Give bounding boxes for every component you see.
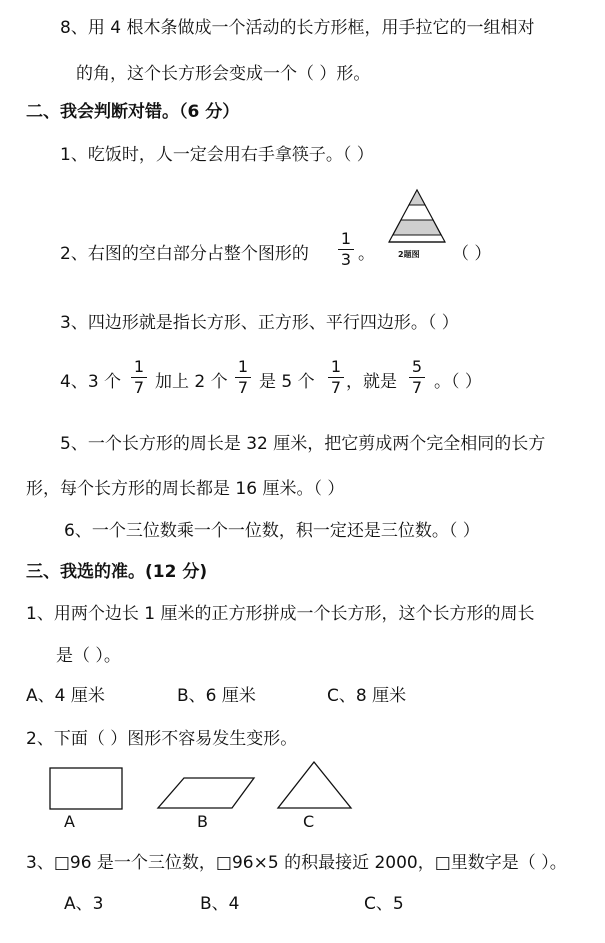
s2-q4-part5: 。（ ） bbox=[434, 372, 482, 392]
s3-q3-option-c: C、5 bbox=[364, 894, 404, 914]
s3-q3-text: 3、□96 是一个三位数，□96×5 的积最接近 2000，□里数字是（ ）。 bbox=[26, 853, 567, 873]
frac-numerator: 1 bbox=[133, 357, 145, 376]
triangle-shape bbox=[278, 762, 351, 808]
frac-denominator: 7 bbox=[330, 378, 342, 397]
s3-q3-option-a: A、3 bbox=[64, 894, 104, 914]
s2-q2-text: 2、右图的空白部分占整个图形的 bbox=[60, 244, 309, 264]
s3-q2-text: 2、下面（ ）图形不容易发生变形。 bbox=[26, 729, 298, 749]
frac-numerator: 1 bbox=[237, 357, 249, 376]
s3-q1-line1: 1、用两个边长 1 厘米的正方形拼成一个长方形，这个长方形的周长 bbox=[26, 604, 535, 624]
s2-q1: 1、吃饭时，人一定会用右手拿筷子。（ ） bbox=[60, 145, 374, 165]
s3-q1-line2: 是（ ）。 bbox=[56, 646, 121, 666]
s3-q2-shapes bbox=[48, 760, 378, 810]
shape-label-c: C bbox=[303, 812, 315, 831]
s2-q4-part4: ，就是 bbox=[346, 372, 397, 392]
frac-numerator: 5 bbox=[411, 357, 423, 376]
q8-line1: 8、用 4 根木条做成一个活动的长方形框，用手拉它的一组相对 bbox=[60, 18, 535, 38]
s2-q2-fraction bbox=[337, 230, 355, 269]
frac-numerator: 1 bbox=[330, 357, 342, 376]
s3-q1-option-a: A、4 厘米 bbox=[26, 686, 105, 706]
frac-denominator: 7 bbox=[237, 378, 249, 397]
s2-q2-tail: 。 bbox=[358, 244, 375, 264]
parallelogram-shape bbox=[158, 778, 254, 808]
s2-q2-triangle-figure bbox=[382, 186, 452, 246]
s2-q2-frac-den: 3 bbox=[340, 250, 352, 269]
frac-denominator: 7 bbox=[133, 378, 145, 397]
s2-q4-part3: 是 5 个 bbox=[259, 372, 315, 392]
section2-heading: 二、我会判断对错。（6 分） bbox=[26, 102, 240, 122]
frac-denominator: 7 bbox=[411, 378, 423, 397]
s2-q4-frac1 bbox=[130, 358, 148, 397]
s3-q3-option-b: B、4 bbox=[200, 894, 240, 914]
shape-label-b: B bbox=[197, 812, 208, 831]
shape-label-a: A bbox=[64, 812, 75, 831]
triangle-top-shaded bbox=[409, 190, 425, 205]
s2-q5-line1: 5、一个长方形的周长是 32 厘米，把它剪成两个完全相同的长方 bbox=[60, 434, 546, 454]
s2-q6: 6、一个三位数乘一个一位数，积一定还是三位数。（ ） bbox=[64, 521, 480, 541]
section3-heading: 三、我选的准。(12 分) bbox=[26, 562, 208, 582]
s2-q4-part2: 加上 2 个 bbox=[155, 372, 228, 392]
s2-q2-fig-label: 2题图 bbox=[398, 250, 420, 259]
q8-line2: 的角，这个长方形会变成一个（ ）形。 bbox=[76, 64, 371, 84]
rectangle-shape bbox=[50, 768, 122, 809]
s3-q1-option-b: B、6 厘米 bbox=[177, 686, 256, 706]
s2-q4-part1: 4、3 个 bbox=[60, 372, 122, 392]
s3-q1-option-c: C、8 厘米 bbox=[327, 686, 407, 706]
s2-q2-frac-num: 1 bbox=[340, 229, 352, 248]
triangle-band-shaded bbox=[393, 220, 441, 235]
s2-q2-paren: （ ） bbox=[452, 244, 492, 264]
s2-q5-line2: 形，每个长方形的周长都是 16 厘米。（ ） bbox=[26, 479, 345, 499]
s2-q3: 3、四边形就是指长方形、正方形、平行四边形。（ ） bbox=[60, 313, 459, 333]
s2-q4-frac3 bbox=[327, 358, 345, 397]
s2-q4-frac4 bbox=[408, 358, 426, 397]
s2-q4-frac2 bbox=[234, 358, 252, 397]
